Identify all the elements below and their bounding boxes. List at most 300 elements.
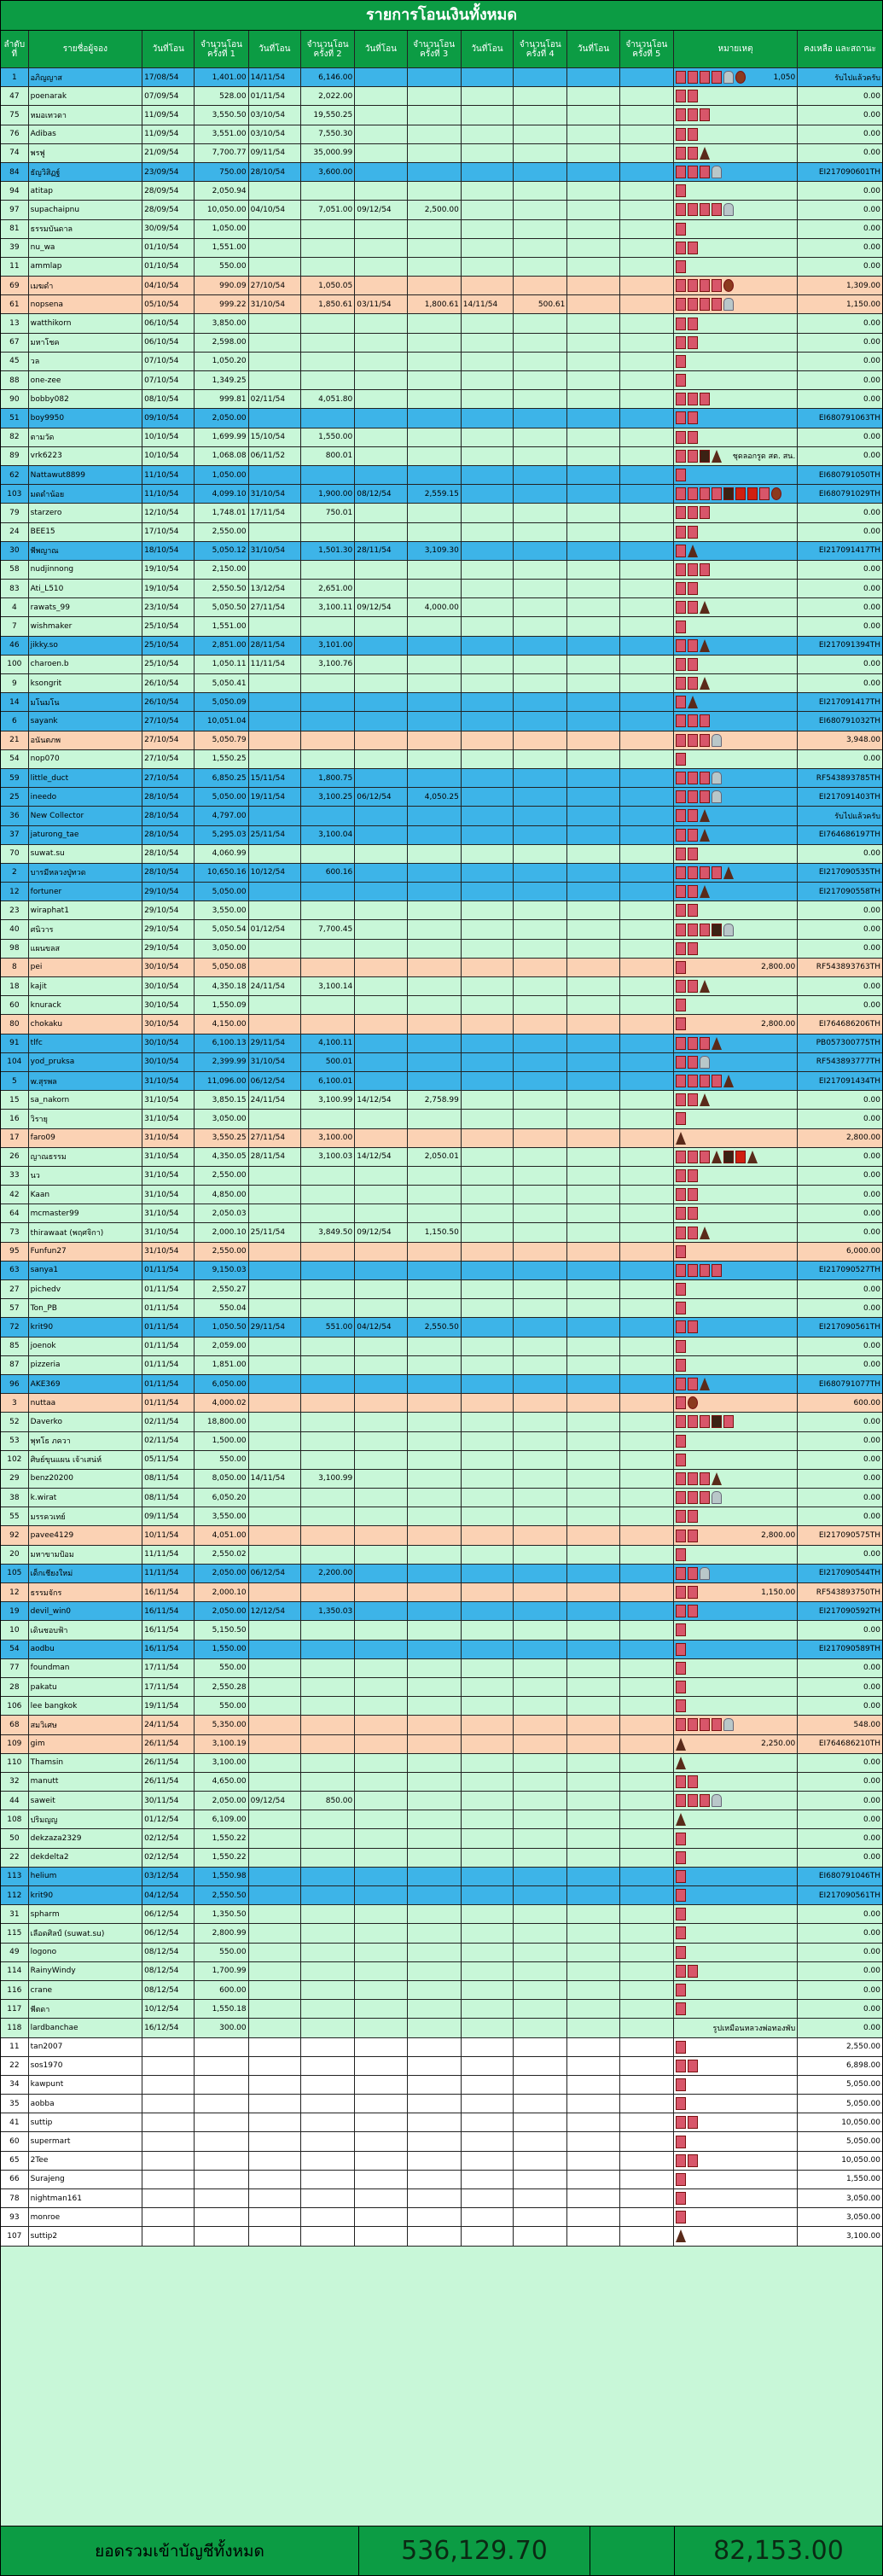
cell-no: 67 <box>1 334 29 352</box>
cell-balance: 2,800.00 <box>845 1134 881 1143</box>
cell-amount-3 <box>408 2038 462 2056</box>
cell-date-4 <box>462 1015 514 1033</box>
cell-balance: 0.00 <box>863 1114 881 1123</box>
footer-spacer <box>590 2526 675 2575</box>
cell-amount-5 <box>620 977 674 995</box>
cell-date-3 <box>355 1338 407 1355</box>
cell-date-2 <box>249 182 301 200</box>
cell-date-1: 25/10/54 <box>142 617 195 635</box>
cell-amount-5 <box>620 1868 674 1885</box>
cell-date-4 <box>462 1754 514 1772</box>
cell-date-2: 31/10/54 <box>249 295 301 313</box>
cell-date-5 <box>567 1659 619 1677</box>
table-row <box>1 447 882 466</box>
cell-date-4 <box>462 617 514 635</box>
cell-amount-3 <box>408 2113 462 2131</box>
header-user: รายชื่อผู้จอง <box>29 31 142 67</box>
cell-amount-3 <box>408 769 462 787</box>
cell-amount-4 <box>514 637 567 655</box>
amulet-icon <box>688 1056 698 1069</box>
cell-date-2 <box>249 807 301 825</box>
cell-amount-4 <box>514 68 567 86</box>
cell-date-2: 19/11/54 <box>249 788 301 806</box>
table-row <box>1 1810 882 1829</box>
amulet-icon <box>676 1643 686 1656</box>
cell-amount-4 <box>514 1034 567 1052</box>
cell-balance: 0.00 <box>863 1455 881 1465</box>
cell-amount-1: 1,851.00 <box>195 1356 248 1374</box>
amulet-icon <box>676 1662 686 1675</box>
cell-date-3 <box>355 1507 407 1525</box>
amulet-icon <box>712 298 722 311</box>
note-text: ชุดลอกรูด สต. สน. <box>732 452 796 462</box>
cell-date-2 <box>249 466 301 484</box>
cell-balance: 10,050.00 <box>841 2156 881 2165</box>
cell-user: nightman161 <box>29 2189 142 2207</box>
footer-balance: 82,153.00 <box>713 2536 844 2566</box>
cell-user: aodbu <box>29 1641 142 1658</box>
cell-date-2 <box>249 258 301 276</box>
cell-note <box>674 1641 798 1658</box>
cell-no: 64 <box>1 1204 29 1222</box>
cell-amount-2 <box>301 2227 355 2245</box>
cell-no: 18 <box>1 977 29 995</box>
cell-no: 23 <box>1 901 29 919</box>
coin-icon <box>712 734 722 747</box>
amulet-icon <box>676 1359 686 1372</box>
cell-date-4 <box>462 144 514 162</box>
cell-date-4 <box>462 1186 514 1203</box>
table-row <box>1 523 882 542</box>
cell-no: 82 <box>1 428 29 446</box>
cell-no: 84 <box>1 163 29 181</box>
amulet-icon <box>688 1093 698 1106</box>
cell-date-1: 01/11/54 <box>142 1356 195 1374</box>
cell-note <box>674 1375 798 1393</box>
cell-balance: 0.00 <box>863 452 881 461</box>
cell-date-3 <box>355 1565 407 1582</box>
cell-amount-2 <box>301 1413 355 1431</box>
amulet-icon <box>676 260 686 273</box>
amulet-icon <box>712 203 722 216</box>
cell-date-5 <box>567 295 619 313</box>
cell-amount-4 <box>514 731 567 749</box>
cell-user: little_duct <box>29 769 142 787</box>
cell-balance: 0.00 <box>863 319 881 329</box>
cell-amount-3: 1,800.61 <box>408 295 462 313</box>
cell-user: sanya1 <box>29 1262 142 1279</box>
cell-amount-1: 4,850.00 <box>195 1186 248 1203</box>
note-icons <box>676 1112 686 1125</box>
cell-date-5 <box>567 580 619 597</box>
cell-note <box>674 2076 798 2094</box>
cell-amount-2 <box>301 2152 355 2170</box>
cell-user: benz20200 <box>29 1470 142 1488</box>
cell-date-2: 10/12/54 <box>249 864 301 882</box>
cell-amount-4 <box>514 1621 567 1639</box>
cell-date-4 <box>462 1849 514 1867</box>
cell-date-2 <box>249 2227 301 2245</box>
cell-amount-4 <box>514 87 567 105</box>
cell-date-2 <box>249 617 301 635</box>
cell-balance: 0.00 <box>863 679 881 688</box>
cell-amount-5 <box>620 1280 674 1298</box>
cell-no: 8 <box>1 959 29 976</box>
amulet-icon <box>688 866 698 879</box>
cell-date-3 <box>355 353 407 370</box>
cell-no: 26 <box>1 1148 29 1166</box>
cell-date-3 <box>355 1413 407 1431</box>
cell-date-5 <box>567 258 619 276</box>
cell-date-1: 04/12/54 <box>142 1886 195 1904</box>
cell-no: 97 <box>1 201 29 219</box>
cell-note <box>674 466 798 484</box>
cell-date-2 <box>249 1243 301 1261</box>
table-row <box>1 1886 882 1905</box>
cell-date-3 <box>355 1641 407 1658</box>
cell-date-3 <box>355 959 407 976</box>
cell-amount-1: 10,051.04 <box>195 712 248 730</box>
cell-amount-2: 551.00 <box>301 1318 355 1336</box>
table-row <box>1 163 882 182</box>
cell-amount-3 <box>408 845 462 863</box>
cell-balance: 0.00 <box>863 394 881 404</box>
cell-amount-4 <box>514 1262 567 1279</box>
cell-amount-3 <box>408 1243 462 1261</box>
cell-note <box>674 674 798 692</box>
cell-amount-3 <box>408 1868 462 1885</box>
cell-amount-4 <box>514 1924 567 1942</box>
cell-balance: รับไปแล้วครับ <box>834 812 881 821</box>
cell-user: jikky.so <box>29 637 142 655</box>
amulet-icon <box>676 2002 686 2015</box>
table-row <box>1 409 882 428</box>
cell-amount-2 <box>301 1356 355 1374</box>
cell-amount-3 <box>408 1602 462 1620</box>
cell-date-4 <box>462 712 514 730</box>
amulet-icon <box>700 866 710 879</box>
note-icons <box>676 2229 686 2242</box>
cell-amount-5 <box>620 144 674 162</box>
note-icons <box>676 904 698 917</box>
cell-user: kawpunt <box>29 2076 142 2094</box>
cell-note <box>674 1091 798 1109</box>
cell-date-5 <box>567 826 619 844</box>
cell-user: หมอเทวดา <box>29 106 142 124</box>
cell-date-3 <box>355 1110 407 1128</box>
cell-date-1: 19/10/54 <box>142 580 195 597</box>
cell-amount-5 <box>620 353 674 370</box>
cell-amount-3 <box>408 1792 462 1810</box>
cell-date-2 <box>249 2208 301 2226</box>
cell-amount-1: 5,150.50 <box>195 1621 248 1639</box>
cell-date-5 <box>567 1641 619 1658</box>
table-row <box>1 125 882 144</box>
cell-balance: 0.00 <box>863 1664 881 1673</box>
header-amount-1: จำนวนโอนครั้งที่ 1 <box>195 31 248 67</box>
amulet-icon <box>676 1491 686 1504</box>
cell-user: kajit <box>29 977 142 995</box>
cell-note <box>674 428 798 446</box>
cell-amount-5 <box>620 182 674 200</box>
table-row <box>1 1432 882 1451</box>
note-icons <box>676 753 686 766</box>
cell-balance: EI217090535TH <box>818 868 881 877</box>
cell-amount-3 <box>408 2152 462 2170</box>
cell-amount-3 <box>408 1015 462 1033</box>
cell-amount-1: 5,050.41 <box>195 674 248 692</box>
cell-amount-4 <box>514 2000 567 2018</box>
cell-user: aobba <box>29 2095 142 2113</box>
amulet-icon <box>676 223 686 236</box>
amulet-icon <box>688 829 698 842</box>
cell-date-2: 31/10/54 <box>249 1053 301 1071</box>
cell-balance: 0.00 <box>863 1550 881 1559</box>
cell-date-2 <box>249 959 301 976</box>
cell-date-4 <box>462 163 514 181</box>
cell-amount-2: 850.00 <box>301 1792 355 1810</box>
cell-amount-2 <box>301 2189 355 2207</box>
cell-note <box>674 864 798 882</box>
cell-amount-3 <box>408 1621 462 1639</box>
cell-date-1: 12/10/54 <box>142 504 195 522</box>
cell-date-1: 18/10/54 <box>142 542 195 560</box>
cell-amount-5 <box>620 1924 674 1942</box>
cell-amount-3 <box>408 2171 462 2188</box>
cell-date-5 <box>567 2000 619 2018</box>
cell-note <box>674 1204 798 1222</box>
cell-amount-3: 1,150.50 <box>408 1223 462 1241</box>
cell-amount-4 <box>514 1602 567 1620</box>
cell-amount-4 <box>514 901 567 919</box>
table-row <box>1 1716 882 1734</box>
cell-date-3 <box>355 1924 407 1942</box>
cell-no: 32 <box>1 1773 29 1791</box>
cell-amount-1: 3,050.00 <box>195 1110 248 1128</box>
amulet-icon <box>676 809 686 822</box>
cell-date-1: 29/10/54 <box>142 940 195 958</box>
header-no: ลำดับที่ <box>1 31 29 67</box>
cell-amount-3 <box>408 1565 462 1582</box>
cell-date-2: 13/12/54 <box>249 580 301 597</box>
cell-date-4 <box>462 1470 514 1488</box>
cell-note <box>674 1565 798 1582</box>
cell-date-5 <box>567 656 619 673</box>
cell-date-1: 24/11/54 <box>142 1716 195 1734</box>
cell-amount-3 <box>408 2132 462 2150</box>
cell-date-5 <box>567 1716 619 1734</box>
cell-date-1 <box>142 2057 195 2075</box>
cell-date-5 <box>567 977 619 995</box>
cell-date-5 <box>567 542 619 560</box>
cell-note <box>674 258 798 276</box>
cell-date-1: 01/10/54 <box>142 239 195 257</box>
note-icons <box>676 1530 698 1542</box>
amulet-icon <box>700 71 710 84</box>
cell-no: 117 <box>1 2000 29 2018</box>
statue-icon <box>700 601 710 614</box>
cell-date-1: 01/11/54 <box>142 1299 195 1317</box>
cell-date-1: 10/10/54 <box>142 428 195 446</box>
cell-date-3 <box>355 1280 407 1298</box>
table-row <box>1 1489 882 1507</box>
amulet-icon <box>688 336 698 349</box>
cell-note <box>674 144 798 162</box>
cell-amount-3 <box>408 1338 462 1355</box>
cell-no: 93 <box>1 2208 29 2226</box>
amulet-icon <box>676 1833 686 1845</box>
cell-user: ศนิวาร <box>29 920 142 938</box>
cell-date-4 <box>462 1526 514 1544</box>
amulet-icon <box>676 393 686 405</box>
cell-date-1 <box>142 2076 195 2094</box>
cell-date-3 <box>355 1451 407 1469</box>
cell-amount-1: 2,399.99 <box>195 1053 248 1071</box>
cell-no: 47 <box>1 87 29 105</box>
cell-amount-2 <box>301 2208 355 2226</box>
cell-note <box>674 1905 798 1923</box>
cell-date-1: 28/09/54 <box>142 182 195 200</box>
table-row <box>1 864 882 883</box>
cell-date-4 <box>462 2189 514 2207</box>
cell-amount-4 <box>514 2113 567 2131</box>
cell-amount-5 <box>620 1262 674 1279</box>
cell-date-3 <box>355 1621 407 1639</box>
table-row <box>1 2000 882 2019</box>
cell-date-2 <box>249 334 301 352</box>
cell-amount-3 <box>408 883 462 900</box>
cell-user: RainyWindy <box>29 1962 142 1980</box>
cell-note <box>674 1072 798 1090</box>
note-icons <box>676 1378 710 1390</box>
cell-date-3: 09/12/54 <box>355 598 407 616</box>
cell-date-3 <box>355 1981 407 1999</box>
cell-amount-2 <box>301 1849 355 1867</box>
cell-balance: 0.00 <box>863 603 881 612</box>
cell-date-2 <box>249 2189 301 2207</box>
cell-date-4 <box>462 883 514 900</box>
cell-amount-5 <box>620 542 674 560</box>
cell-date-3 <box>355 1204 407 1222</box>
cell-date-2 <box>249 2076 301 2094</box>
amulet-icon <box>676 90 686 102</box>
table-row <box>1 561 882 580</box>
amulet-icon <box>676 1472 686 1485</box>
cell-amount-4 <box>514 674 567 692</box>
cell-amount-5 <box>620 920 674 938</box>
amulet-icon <box>700 1794 710 1807</box>
cell-amount-1: 1,050.00 <box>195 220 248 238</box>
cell-amount-5 <box>620 1849 674 1867</box>
cell-amount-1: 3,550.00 <box>195 901 248 919</box>
cell-amount-4 <box>514 1546 567 1564</box>
note-icons <box>676 885 710 898</box>
cell-date-4 <box>462 1905 514 1923</box>
cell-date-2: 06/12/54 <box>249 1565 301 1582</box>
table-row <box>1 1829 882 1848</box>
cell-date-4 <box>462 1394 514 1412</box>
table-row <box>1 1849 882 1868</box>
amulet-icon <box>676 128 686 141</box>
cell-note <box>674 1829 798 1847</box>
cell-user: อนันตภพ <box>29 731 142 749</box>
cell-date-5 <box>567 523 619 541</box>
cell-date-1: 01/10/54 <box>142 258 195 276</box>
cell-date-2 <box>249 523 301 541</box>
cell-amount-4 <box>514 977 567 995</box>
cell-amount-5 <box>620 1735 674 1753</box>
cell-amount-4 <box>514 1015 567 1033</box>
amulet-icon <box>688 1586 698 1599</box>
cell-date-5 <box>567 1507 619 1525</box>
cell-user: lee bangkok <box>29 1697 142 1715</box>
cell-amount-2 <box>301 2000 355 2018</box>
cell-user: atitap <box>29 182 142 200</box>
cell-note <box>674 87 798 105</box>
cell-date-3 <box>355 125 407 143</box>
cell-date-5 <box>567 1413 619 1431</box>
cell-date-3 <box>355 1716 407 1734</box>
cell-date-5 <box>567 2152 619 2170</box>
cell-note <box>674 1944 798 1961</box>
cell-date-2 <box>249 2095 301 2113</box>
cell-date-5 <box>567 1583 619 1601</box>
cell-balance: 5,050.00 <box>845 2080 881 2089</box>
cell-balance: 0.00 <box>863 149 881 158</box>
cell-no: 70 <box>1 845 29 863</box>
cell-amount-5 <box>620 68 674 86</box>
cell-amount-5 <box>620 239 674 257</box>
cell-amount-2 <box>301 1583 355 1601</box>
cell-amount-2 <box>301 1204 355 1222</box>
cell-amount-5 <box>620 1110 674 1128</box>
cell-amount-2: 7,550.30 <box>301 125 355 143</box>
cell-amount-1: 4,350.05 <box>195 1148 248 1166</box>
cell-date-1: 28/10/54 <box>142 807 195 825</box>
cell-user: manutt <box>29 1773 142 1791</box>
cell-no: 75 <box>1 106 29 124</box>
note-icons <box>676 298 734 311</box>
cell-amount-5 <box>620 1773 674 1791</box>
cell-note <box>674 712 798 730</box>
statue-icon <box>688 545 698 557</box>
statue-icon <box>723 1075 734 1087</box>
note-icons <box>676 677 710 690</box>
cell-date-4 <box>462 1204 514 1222</box>
cell-amount-3 <box>408 239 462 257</box>
cell-amount-3 <box>408 1697 462 1715</box>
cell-amount-5 <box>620 1716 674 1734</box>
cell-amount-4 <box>514 1148 567 1166</box>
cell-amount-1: 2,050.94 <box>195 182 248 200</box>
note-icons <box>676 431 698 444</box>
cell-amount-1: 1,050.20 <box>195 353 248 370</box>
cell-no: 83 <box>1 580 29 597</box>
cell-amount-3 <box>408 1829 462 1847</box>
cell-no: 6 <box>1 712 29 730</box>
amulet-icon <box>676 1984 686 1996</box>
cell-no: 103 <box>1 485 29 503</box>
cell-date-1: 27/10/54 <box>142 712 195 730</box>
cell-amount-5 <box>620 2208 674 2226</box>
cell-amount-3 <box>408 996 462 1014</box>
cell-amount-3 <box>408 1299 462 1317</box>
cell-date-1: 27/10/54 <box>142 731 195 749</box>
note-icons <box>676 1415 734 1428</box>
note-icons <box>676 469 686 481</box>
table-row <box>1 1659 882 1678</box>
cell-date-5 <box>567 1262 619 1279</box>
